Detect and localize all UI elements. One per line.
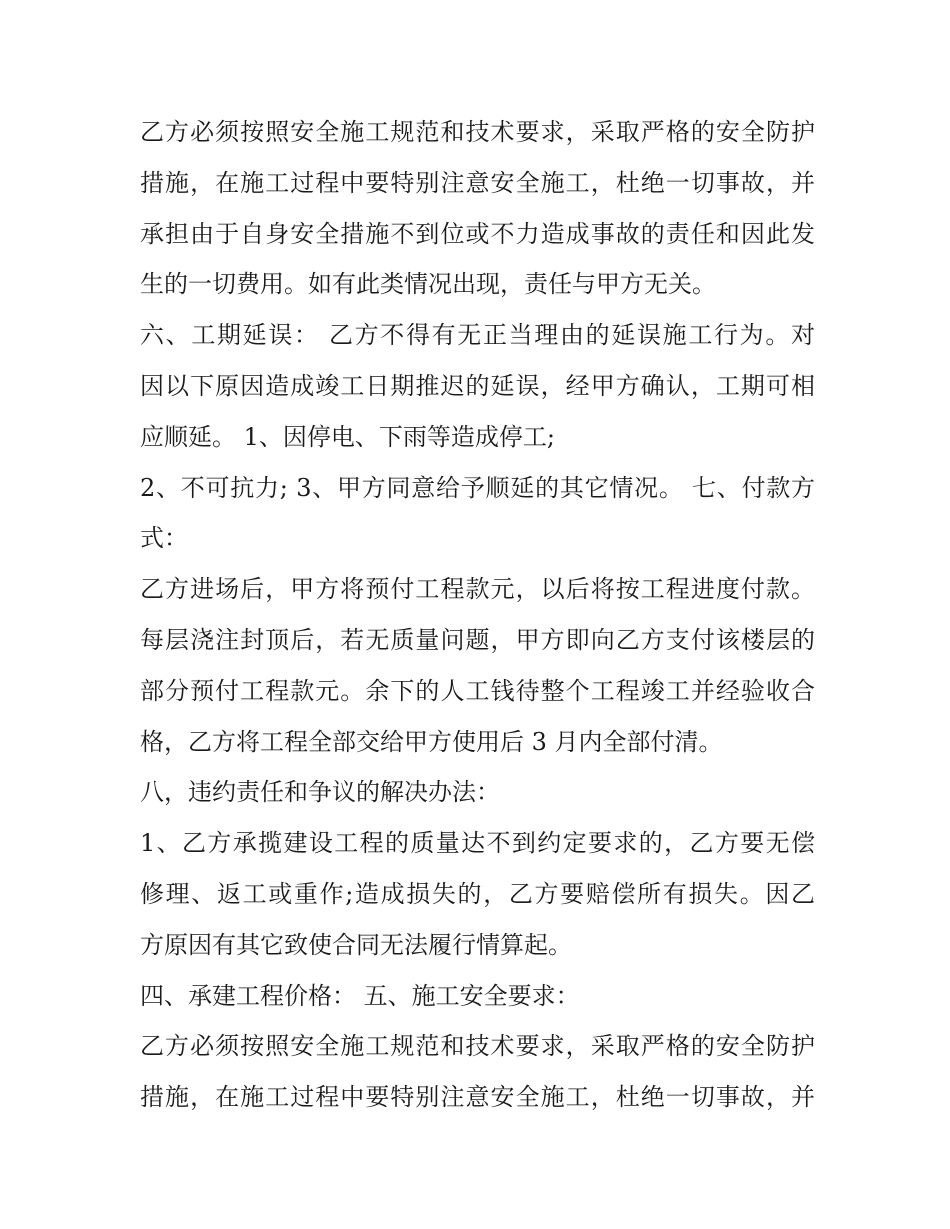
contract-text-body (140, 107, 815, 1123)
text-line-13: 格，乙方将工程全部交给甲方使用后 3 月内全部付清。 (140, 727, 723, 756)
text-line-20: 措施，在施工过程中要特别注意安全施工，杜绝一切事故，并 (140, 1083, 815, 1112)
text-line-18: 四、承建工程价格： 五、施工安全要求： (140, 981, 580, 1010)
text-line-19: 乙方必须按照安全施工规范和技术要求，采取严格的安全防护 (140, 1032, 815, 1061)
text-line-6: 因以下原因造成竣工日期推迟的延误，经甲方确认，工期可相 (140, 371, 815, 400)
text-line-16: 修理、返工或重作;造成损失的，乙方要赔偿所有损失。因乙 (140, 879, 815, 908)
text-line-11: 每层浇注封顶后，若无质量问题，甲方即向乙方支付该楼层的 (140, 625, 815, 654)
text-line-17: 方原因有其它致使合同无法履行情算起。 (140, 930, 572, 959)
text-line-14: 八，违约责任和争议的解决办法： (140, 778, 500, 807)
text-line-4: 生的一切费用。如有此类情况出现，责任与甲方无关。 (140, 270, 716, 299)
text-line-7: 应顺延。 1、因停电、下雨等造成停工; (140, 422, 555, 451)
text-line-5: 六、工期延误： 乙方不得有无正当理由的延误施工行为。对 (140, 321, 815, 350)
text-line-3: 承担由于自身安全措施不到位或不力造成事故的责任和因此发 (140, 219, 815, 248)
text-line-12: 部分预付工程款元。余下的人工钱待整个工程竣工并经验收合 (140, 676, 815, 705)
text-line-15: 1、乙方承揽建设工程的质量达不到约定要求的，乙方要无偿 (140, 829, 815, 858)
text-line-8: 2、不可抗力; 3、甲方同意给予顺延的其它情况。 七、付款方 (140, 473, 815, 502)
text-line-2: 措施，在施工过程中要特别注意安全施工，杜绝一切事故，并 (140, 168, 815, 197)
text-line-9: 式： (140, 524, 188, 553)
text-line-1: 乙方必须按照安全施工规范和技术要求，采取严格的安全防护 (140, 118, 815, 146)
text-line-10: 乙方进场后，甲方将预付工程款元，以后将按工程进度付款。 (140, 575, 815, 604)
